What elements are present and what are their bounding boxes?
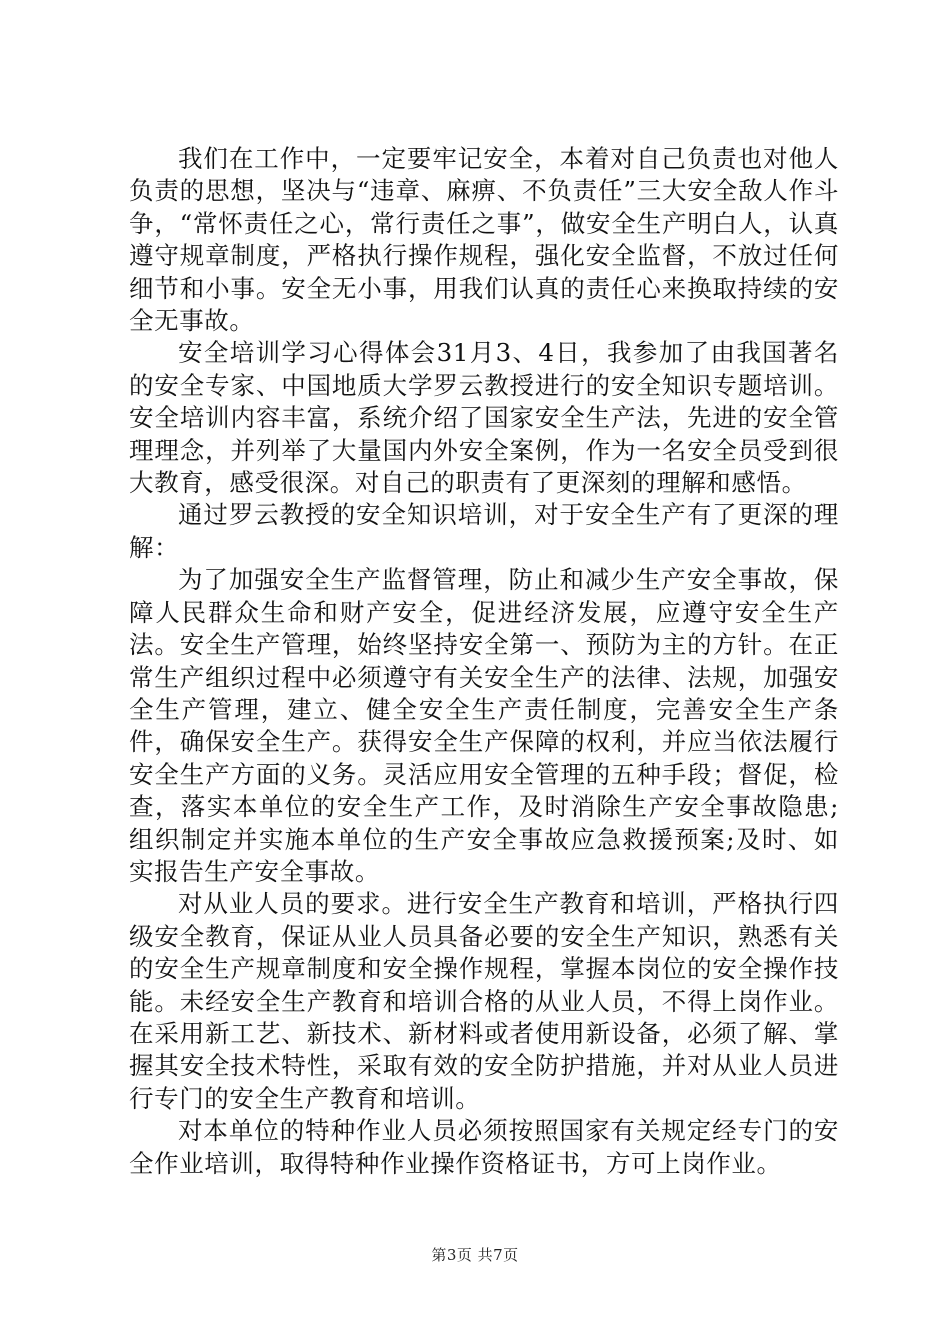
paragraph-4: 为了加强安全生产监督管理，防止和减少生产安全事故，保障人民群众生命和财产安全，促进经济发展，应遵守安全生产法。安全生产管理，始终坚持安全第一、预防为主的方针。在正常生产组织过程中必须遵守有关安全生产的法律、法规，加强安全生产管理，建立、健全安全生产责任制度，完善安全生产条件，确保安全生产。获得安全生产保障的权利，并应当依法履行安全生产方面的义务。灵活应用安全管理的五种手段；督促，检查，落实本单位的安全生产工作，及时消除生产安全事故隐患;组织制定并实施本单位的生产安全事故应急救援预案;及时、如实报告生产安全事故。: [129, 565, 839, 886]
paragraph-6: 对本单位的特种作业人员必须按照国家有关规定经专门的安全作业培训，取得特种作业操作资格证书，方可上岗作业。: [129, 1116, 839, 1178]
paragraph-1: 我们在工作中，一定要牢记安全，本着对自己负责也对他人负责的思想，坚决与“违章、麻痹、不负责任”三大安全敌人作斗争，“常怀责任之心，常行责任之事”，做安全生产明白人，认真遵守规章制度，严格执行操作规程，强化安全监督，不放过任何细节和小事。安全无小事，用我们认真的责任心来换取持续的安全无事故。: [129, 144, 839, 336]
page-number-footer: 第3页 共7页: [431, 1246, 519, 1264]
paragraph-2: 安全培训学习心得体会31月3、4日，我参加了由我国著名的安全专家、中国地质大学罗云教授进行的安全知识专题培训。安全培训内容丰富，系统介绍了国家安全生产法，先进的安全管理理念，并列举了大量国内外安全案例，作为一名安全员受到很大教育，感受很深。对自己的职责有了更深刻的理解和感悟。: [129, 338, 839, 498]
paragraph-3: 通过罗云教授的安全知识培训，对于安全生产有了更深的理解：: [129, 500, 839, 562]
paragraph-5: 对从业人员的要求。进行安全生产教育和培训，严格执行四级安全教育，保证从业人员具备必要的安全生产知识，熟悉有关的安全生产规章制度和安全操作规程，掌握本岗位的安全操作技能。未经安全生产教育和培训合格的从业人员，不得上岗作业。在采用新工艺、新技术、新材料或者使用新设备，必须了解、掌握其安全技术特性，采取有效的安全防护措施，并对从业人员进行专门的安全生产教育和培训。: [129, 889, 839, 1113]
document-body: [129, 143, 839, 1180]
